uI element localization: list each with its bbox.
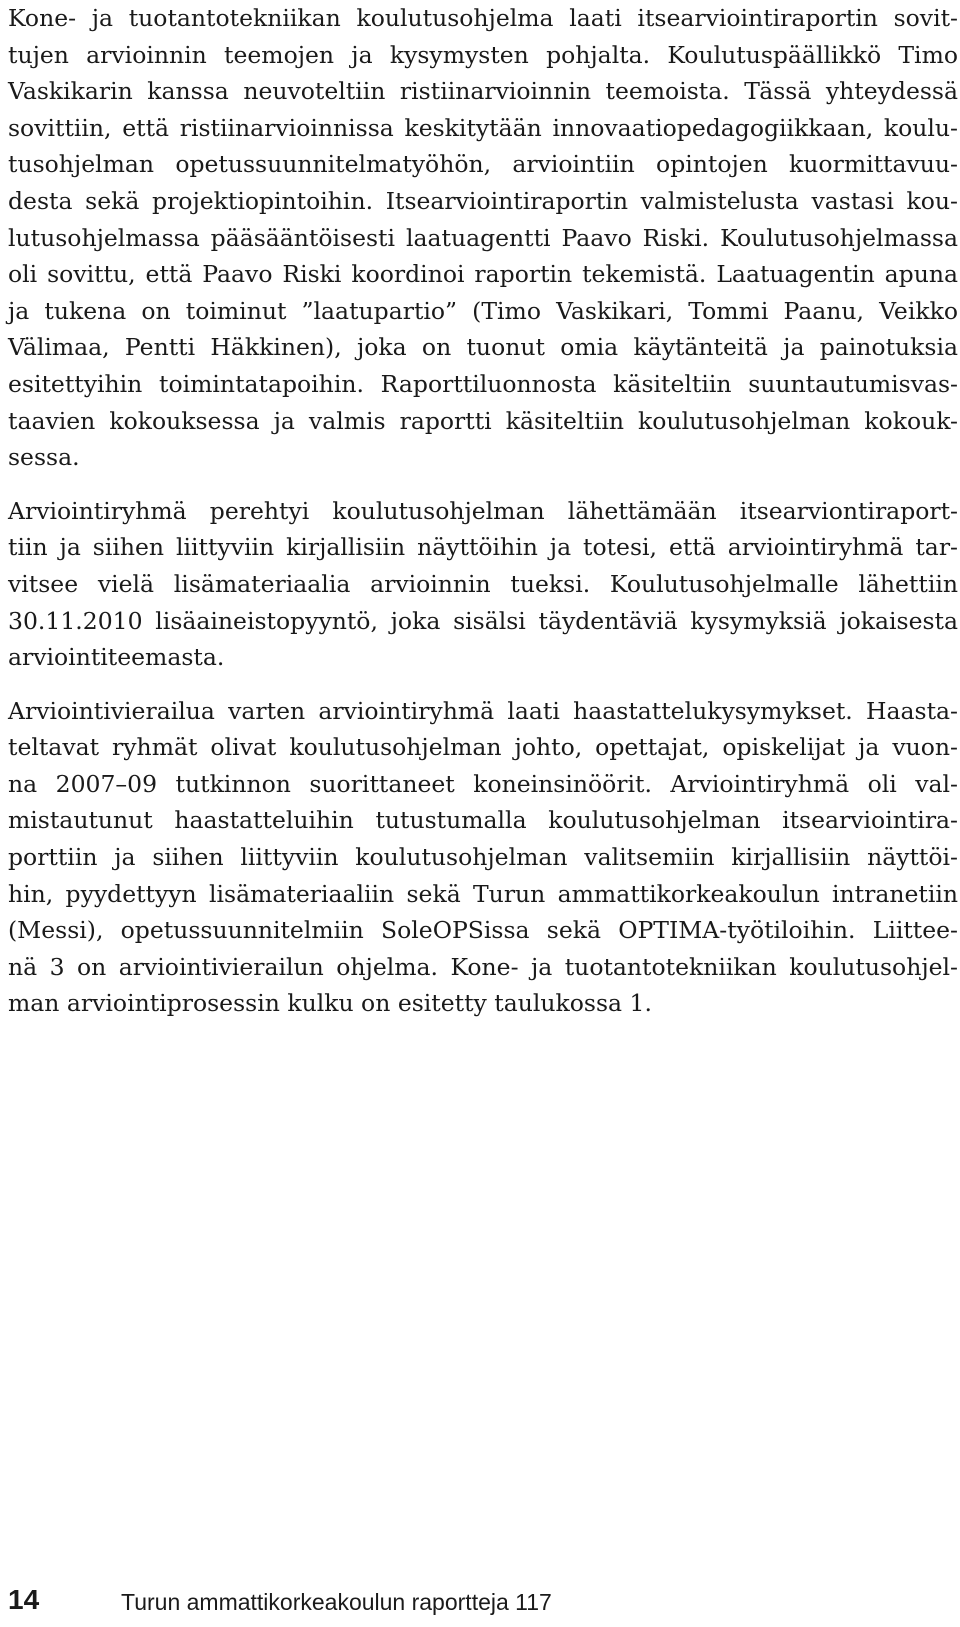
text-line: lutusohjelmassa pääsääntöisesti laatuagentti Paavo Riski. Koulutusohjelmassa (8, 223, 958, 252)
text-line: nä 3 on arviointivierailun ohjelma. Kone- ja tuotantotekniikan koulutusohjel- (8, 952, 958, 981)
paragraph-spacer (8, 476, 958, 493)
page-footer (8, 1580, 948, 1620)
text-line: (Messi), opetussuunnitelmiin SoleOPSissa sekä OPTIMA-työtiloihin. Liittee- (8, 916, 958, 945)
text-line: oli sovittu, että Paavo Riski koordinoi raportin tekemistä. Laatuagentin apuna (8, 260, 958, 289)
body-text (8, 0, 958, 1022)
text-line: vitsee vielä lisämateriaalia arvioinnin tueksi. Koulutusohjelmalle lähettiin (8, 569, 958, 598)
text-line: 30.11.2010 lisäaineistopyyntö, joka sisälsi täydentäviä kysymyksiä jokaisesta (8, 606, 958, 635)
text-line: desta sekä projektiopintoihin. Itsearviointiraportin valmistelusta vastasi kou- (8, 186, 958, 215)
page-number: 14 (8, 1584, 40, 1615)
text-line: ja tukena on toiminut ”laatupartio” (Timo Vaskikari, Tommi Paanu, Veikko (8, 296, 958, 325)
text-line: teltavat ryhmät olivat koulutusohjelman johto, opettajat, opiskelijat ja vuon- (8, 733, 958, 762)
text-line: sessa. (8, 443, 80, 472)
text-line: mistautunut haastatteluihin tutustumalla koulutusohjelman itsearviointira- (8, 806, 958, 835)
text-line: Arviointivierailua varten arviointiryhmä laati haastattelukysymykset. Haasta- (8, 696, 958, 725)
text-line: Kone- ja tuotantotekniikan koulutusohjelma laati itsearviointiraportin sovit- (8, 4, 958, 32)
text-line: arviointiteemasta. (8, 643, 225, 672)
text-line: tiin ja siihen liittyviin kirjallisiin näyttöihin ja totesi, että arviointiryhmä tar- (8, 533, 958, 562)
paragraph-spacer (8, 676, 958, 693)
series-title: Turun ammattikorkeakoulun raportteja 117 (121, 1589, 552, 1615)
paragraph (8, 493, 958, 676)
text-line: Arviointiryhmä perehtyi koulutusohjelman lähettämään itsearviontiraport- (8, 496, 958, 525)
text-line: porttiin ja siihen liittyviin koulutusohjelman valitsemiin kirjallisiin näyttöi- (8, 843, 958, 872)
text-line: hin, pyydettyyn lisämateriaaliin sekä Turun ammattikorkeakoulun intranetiin (8, 879, 958, 908)
text-line: esitettyihin toimintatapoihin. Raporttiluonnosta käsiteltiin suuntautumisvas- (8, 369, 958, 398)
paragraph (8, 0, 958, 476)
text-line: sovittiin, että ristiinarvioinnissa keskitytään innovaatiopedagogiikkaan, koulu- (8, 113, 958, 142)
paragraph (8, 693, 958, 1022)
text-line: Vaskikarin kanssa neuvoteltiin ristiinarvioinnin teemoista. Tässä yhteydessä (8, 77, 958, 106)
text-line: man arviointiprosessin kulku on esitetty taulukossa 1. (8, 989, 652, 1018)
text-line: tusohjelman opetussuunnitelmatyöhön, arviointiin opintojen kuormittavuu- (8, 150, 958, 179)
text-line: na 2007–09 tutkinnon suorittaneet koneinsinöörit. Arviointiryhmä oli val- (8, 769, 958, 798)
text-line: tujen arvioinnin teemojen ja kysymysten pohjalta. Koulutuspäällikkö Timo (8, 40, 958, 69)
text-line: taavien kokouksessa ja valmis raportti käsiteltiin koulutusohjelman kokouk- (8, 406, 958, 435)
text-line: Välimaa, Pentti Häkkinen), joka on tuonut omia käytänteitä ja painotuksia (8, 333, 958, 362)
